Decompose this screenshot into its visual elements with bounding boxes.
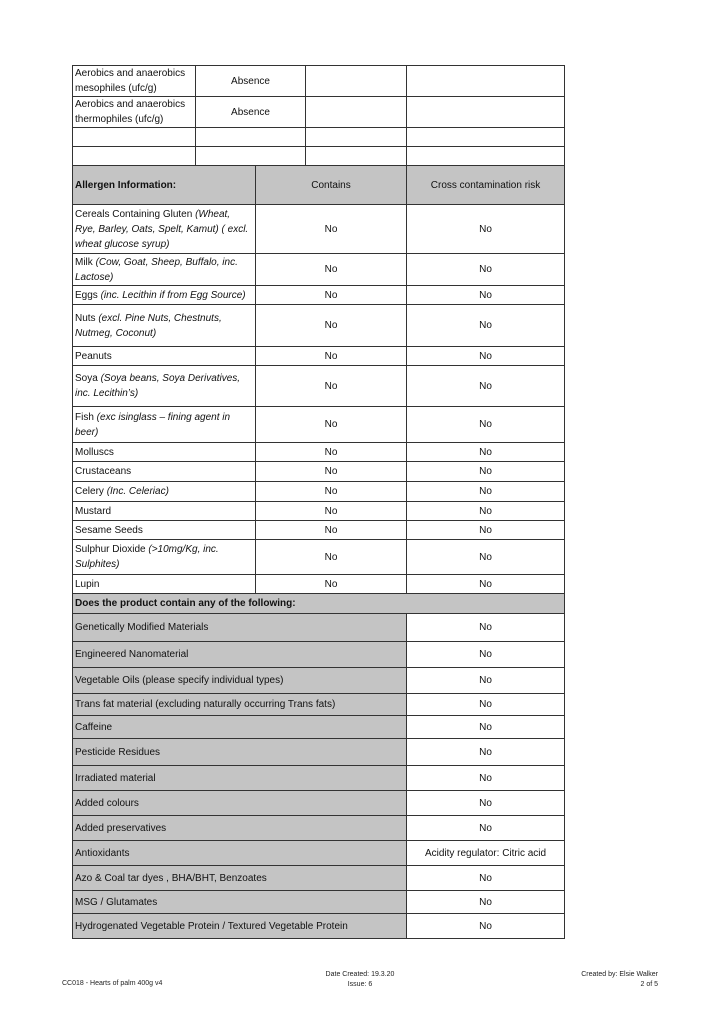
product-row: [73, 766, 565, 791]
product-label: Irradiated material: [73, 766, 407, 791]
empty-row: [73, 128, 565, 147]
product-row: [73, 841, 565, 866]
allergen-contains: No: [256, 521, 407, 540]
footer-issue: Issue: 6: [347, 981, 373, 988]
micro-label: Aerobics and anaerobics mesophiles (ufc/g): [73, 66, 196, 97]
allergen-name: Fish: [75, 411, 97, 423]
allergen-name: Sesame Seeds: [75, 524, 143, 536]
allergen-name: Peanuts: [75, 350, 112, 362]
allergen-label: [73, 205, 256, 254]
product-label: Added colours: [73, 791, 407, 816]
allergen-detail: (Wheat, Rye, Barley, Oats, Spelt, Kamut) ( excl. wheat glucose syrup): [75, 208, 249, 250]
product-label: Caffeine: [73, 716, 407, 739]
allergen-label: [73, 540, 256, 575]
allergen-row: [73, 205, 565, 254]
allergen-detail: (inc. Lecithin if from Egg Source): [100, 289, 246, 301]
allergen-row: [73, 540, 565, 575]
product-row: [73, 614, 565, 642]
product-value: No: [407, 891, 565, 914]
empty-row: [73, 147, 565, 166]
product-header-row: [73, 594, 565, 614]
allergen-name: Sulphur Dioxide: [75, 544, 149, 555]
allergen-cross-risk: No: [407, 540, 565, 575]
allergen-name: Crustaceans: [75, 466, 132, 477]
micro-label: Aerobics and anaerobics thermophiles (ufc/g): [73, 97, 196, 128]
allergen-name: Eggs: [75, 289, 101, 301]
spec-table-body: [73, 66, 565, 939]
product-label: Vegetable Oils (please specify individual types): [73, 668, 407, 694]
allergen-contains: No: [256, 366, 407, 407]
allergen-contains: No: [256, 205, 407, 254]
product-value: No: [407, 791, 565, 816]
allergen-row: [73, 462, 565, 482]
footer-doc-code: CC018 - Hearts of palm 400g v4: [62, 980, 163, 987]
product-value: No: [407, 866, 565, 891]
allergen-contains: No: [256, 347, 407, 366]
product-row: [73, 791, 565, 816]
allergen-name: Lupin: [75, 578, 100, 590]
allergen-name: Celery: [75, 486, 107, 497]
product-label: Trans fat material (excluding naturally occurring Trans fats): [73, 694, 407, 716]
allergen-label: [73, 575, 256, 594]
allergen-cross-risk: No: [407, 521, 565, 540]
product-value: Acidity regulator: Citric acid: [407, 841, 565, 866]
allergen-row: [73, 407, 565, 443]
allergen-cross-risk: No: [407, 575, 565, 594]
product-row: [73, 891, 565, 914]
allergen-name: Nuts: [75, 312, 99, 324]
product-label: Antioxidants: [73, 841, 407, 866]
allergen-row: [73, 305, 565, 347]
product-value: No: [407, 668, 565, 694]
product-value: No: [407, 816, 565, 841]
allergen-label: [73, 521, 256, 540]
allergen-label: [73, 347, 256, 366]
allergen-cross-risk: No: [407, 443, 565, 462]
allergen-cross-risk: No: [407, 366, 565, 407]
footer-date-created: Date Created: 19.3.20: [325, 971, 395, 978]
allergen-contains: No: [256, 502, 407, 521]
allergen-contains: No: [256, 254, 407, 286]
allergen-cross-risk: No: [407, 502, 565, 521]
allergen-contains: No: [256, 443, 407, 462]
allergen-label: [73, 407, 256, 443]
product-row: [73, 914, 565, 939]
allergen-header-row: [73, 166, 565, 205]
allergen-label: [73, 305, 256, 347]
allergen-name: Mustard: [75, 505, 112, 517]
product-row: [73, 866, 565, 891]
product-row: [73, 739, 565, 766]
allergen-row: [73, 254, 565, 286]
allergen-detail: (Soya beans, Soya Derivatives, inc. Lecithin’s): [75, 373, 241, 399]
allergen-detail: (>10mg/Kg, inc. Sulphites): [75, 544, 219, 570]
cross-contamination-header: Cross contamination risk: [407, 166, 565, 205]
allergen-cross-risk: No: [407, 347, 565, 366]
allergen-detail: (exc isinglass – fining agent in beer): [75, 411, 231, 438]
allergen-name: Soya: [75, 373, 101, 384]
allergen-cross-risk: No: [407, 286, 565, 305]
allergen-cross-risk: No: [407, 482, 565, 502]
allergen-detail: (excl. Pine Nuts, Chestnuts, Nutmeg, Coconut): [75, 312, 222, 339]
product-row: [73, 716, 565, 739]
product-label: Hydrogenated Vegetable Protein / Textured Vegetable Protein: [73, 914, 407, 939]
allergen-contains: No: [256, 462, 407, 482]
product-value: No: [407, 716, 565, 739]
product-value: No: [407, 766, 565, 791]
micro-row: [73, 66, 565, 97]
allergen-contains: No: [256, 540, 407, 575]
allergen-label: [73, 462, 256, 482]
footer-date: [300, 970, 420, 990]
product-value: No: [407, 914, 565, 939]
footer-created-by: Created by: Elsie Walker: [581, 971, 658, 978]
product-row: [73, 668, 565, 694]
product-label: Azo & Coal tar dyes , BHA/BHT, Benzoates: [73, 866, 407, 891]
allergen-row: [73, 347, 565, 366]
product-label: Engineered Nanomaterial: [73, 642, 407, 668]
micro-row: [73, 97, 565, 128]
allergen-detail: (Cow, Goat, Sheep, Buffalo, inc. Lactose): [75, 256, 238, 283]
micro-value: Absence: [196, 66, 306, 97]
allergen-row: [73, 575, 565, 594]
product-row: [73, 694, 565, 716]
product-label: Genetically Modified Materials: [73, 614, 407, 642]
product-row: [73, 816, 565, 841]
product-header: Does the product contain any of the following:: [73, 594, 565, 614]
allergen-title: Allergen Information:: [73, 166, 256, 205]
spec-table: [72, 65, 565, 939]
allergen-detail: (Inc. Celeriac): [106, 486, 169, 497]
allergen-row: [73, 502, 565, 521]
allergen-name: Cereals Containing Gluten: [75, 208, 196, 220]
allergen-contains: No: [256, 305, 407, 347]
footer-author: [540, 970, 658, 990]
product-value: No: [407, 614, 565, 642]
contains-header: Contains: [256, 166, 407, 205]
product-value: No: [407, 694, 565, 716]
product-value: No: [407, 642, 565, 668]
allergen-cross-risk: No: [407, 407, 565, 443]
allergen-contains: No: [256, 482, 407, 502]
allergen-row: [73, 482, 565, 502]
allergen-cross-risk: No: [407, 205, 565, 254]
product-row: [73, 642, 565, 668]
allergen-row: [73, 366, 565, 407]
allergen-contains: No: [256, 286, 407, 305]
allergen-contains: No: [256, 407, 407, 443]
allergen-label: [73, 366, 256, 407]
allergen-label: [73, 502, 256, 521]
allergen-name: Milk: [75, 256, 96, 268]
allergen-name: Molluscs: [75, 446, 114, 458]
footer-page-number: 2 of 5: [640, 981, 658, 988]
allergen-label: [73, 286, 256, 305]
micro-value: Absence: [196, 97, 306, 128]
product-label: Added preservatives: [73, 816, 407, 841]
allergen-label: [73, 443, 256, 462]
product-value: No: [407, 739, 565, 766]
allergen-cross-risk: No: [407, 305, 565, 347]
allergen-row: [73, 286, 565, 305]
allergen-row: [73, 443, 565, 462]
allergen-label: [73, 482, 256, 502]
allergen-cross-risk: No: [407, 254, 565, 286]
allergen-cross-risk: No: [407, 462, 565, 482]
product-label: MSG / Glutamates: [73, 891, 407, 914]
specification-sheet: [72, 65, 564, 939]
allergen-row: [73, 521, 565, 540]
product-label: Pesticide Residues: [73, 739, 407, 766]
allergen-contains: No: [256, 575, 407, 594]
allergen-label: [73, 254, 256, 286]
